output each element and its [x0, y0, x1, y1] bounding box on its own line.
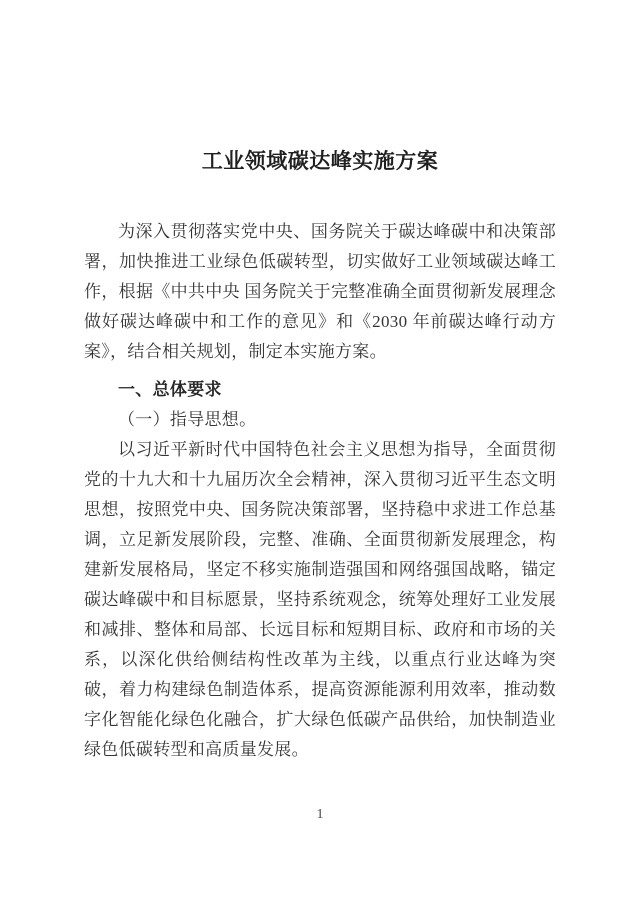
document-content — [84, 0, 556, 765]
subsection-body-paragraph: 以习近平新时代中国特色社会主义思想为指导，全面贯彻党的十九大和十九届历次全会精神，深入贯彻习近平生态文明思想，按照党中央、国务院决策部署，坚持稳中求进工作总基调，立足新发展阶段，完整、准确、全面贯彻新发展理念，构建新发展格局，坚定不移实施制造强国和网络强国战略，锚定碳达峰碳中和目标愿景，坚持系统观念，统筹处理好工业发展和减排、整体和局部、长远目标和短期目标、政府和市场的关系，以深化供给侧结构性改革为主线，以重点行业达峰为突破，着力构建绿色制造体系，提高资源能源利用效率，推动数字化智能化绿色化融合，扩大绿色低碳产品供给，加快制造业绿色低碳转型和高质量发展。 — [84, 440, 556, 759]
section-heading-overall-requirements: 一、总体要求 — [118, 380, 222, 399]
intro-paragraph: 为深入贯彻落实党中央、国务院关于碳达峰碳中和决策部署，加快推进工业绿色低碳转型，切实做好工业领域碳达峰工作，根据《中共中央 国务院关于完整准确全面贯彻新发展理念做好碳达峰碳中和工作的意见》和《2030 年前碳达峰行动方案》，结合相关规划，制定本实施方案。 — [84, 222, 556, 361]
subsection-heading-guiding-ideology: （一）指导思想。 — [118, 410, 257, 429]
document-title: 工业领域碳达峰实施方案 — [201, 149, 439, 173]
page-number: 1 — [316, 807, 324, 822]
